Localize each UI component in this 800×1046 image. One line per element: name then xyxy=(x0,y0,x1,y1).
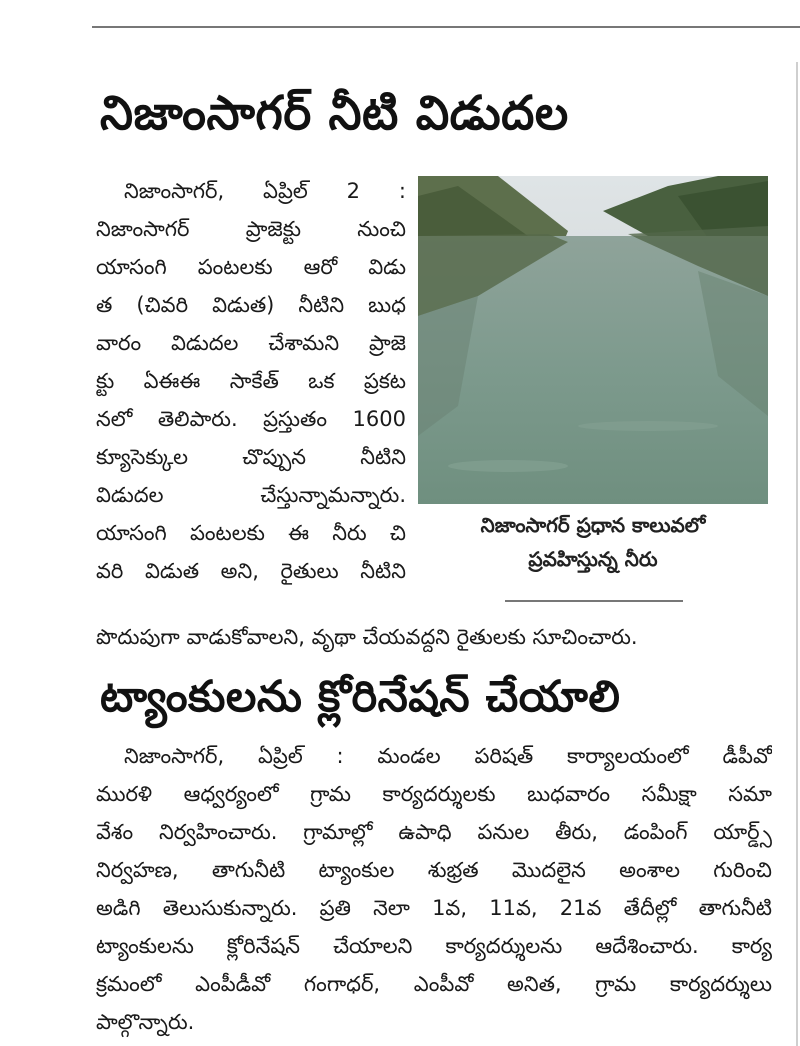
article-2-line: ట్యాంకులను క్లోరినేషన్ చేయాలని కార్యదర్శులను ఆదేశించారు. కార్య xyxy=(96,934,772,958)
article-1-closing xyxy=(96,618,768,656)
article-1-line: నలో తెలిపారు. ప్రస్తుతం 1600 xyxy=(96,407,406,431)
article-1-line: క్యూసెక్కుల చొప్పున నీటిని xyxy=(96,445,406,469)
photo-caption-line: ప్రవహిస్తున్న నీరు xyxy=(528,547,658,571)
article-1-body xyxy=(96,172,406,590)
article-2-line: అడిగి తెలుసుకున్నారు. ప్రతి నెలా 1వ, 11వ, 21వ తేదీల్లో తాగునీటి xyxy=(96,896,772,920)
caption-divider xyxy=(505,600,683,602)
article-2-line: క్రమంలో ఎంపీడీవో గంగాధర్, ఎంపీవో అనిత, గ్రామ కార్యదర్శులు xyxy=(96,972,772,996)
article-1-line: యాసంగి పంటలకు ఆరో విడు xyxy=(96,255,406,279)
article-1-full-line: పొదుపుగా వాడుకోవాలని, వృథా చేయవద్దని రైతులకు సూచించారు. xyxy=(96,625,638,649)
top-divider xyxy=(92,26,800,28)
article-1-line: విడుదల చేస్తున్నామన్నారు. xyxy=(96,483,406,507)
article-2-line: నిర్వహణ, తాగునీటి ట్యాంకుల శుభ్రత మొదలైన అంశాల గురించి xyxy=(96,858,772,882)
article-2-body xyxy=(96,737,772,1041)
canal-photo xyxy=(418,176,768,504)
column-divider xyxy=(796,62,798,1046)
article-1-headline: నిజాంసాగర్ నీటి విడుదల xyxy=(100,86,569,141)
article-2-line: మురళి ఆధ్వర్యంలో గ్రామ కార్యదర్శులకు బుధవారం సమీక్షా సమా xyxy=(96,782,772,806)
photo-caption-line: నిజాంసాగర్ ప్రధాన కాలువలో xyxy=(480,513,706,537)
article-2-headline: ట్యాంకులను క్లోరినేషన్ చేయాలి xyxy=(100,672,621,722)
article-1-line: నిజాంసాగర్ ప్రాజెక్టు నుంచి xyxy=(96,217,406,241)
article-1-line: త (చివరి విడుత) నీటిని బుధ xyxy=(96,293,406,317)
photo-caption xyxy=(418,508,768,576)
article-1-line: యాసంగి పంటలకు ఈ నీరు చి xyxy=(96,521,406,545)
article-1-line: క్టు ఏఈఈ సాకేత్ ఒక ప్రకట xyxy=(96,369,406,393)
article-1-line: నిజాంసాగర్, ఏప్రిల్ 2 : xyxy=(124,179,406,203)
article-1-line: వారం విడుదల చేశామని ప్రాజె xyxy=(96,331,406,355)
article-1-line: వరి విడుత అని, రైతులు నీటిని xyxy=(96,559,406,583)
canal-photo-image xyxy=(418,176,768,504)
article-2-line: పాల్గొన్నారు. xyxy=(96,1010,195,1034)
article-2-line: వేశం నిర్వహించారు. గ్రామాల్లో ఉపాధి పనుల తీరు, డంపింగ్ యార్డ్స్ xyxy=(96,820,772,844)
article-2-line: నిజాంసాగర్, ఏప్రిల్ : మండల పరిషత్ కార్యాలయంలో డీపీవో xyxy=(124,744,772,768)
